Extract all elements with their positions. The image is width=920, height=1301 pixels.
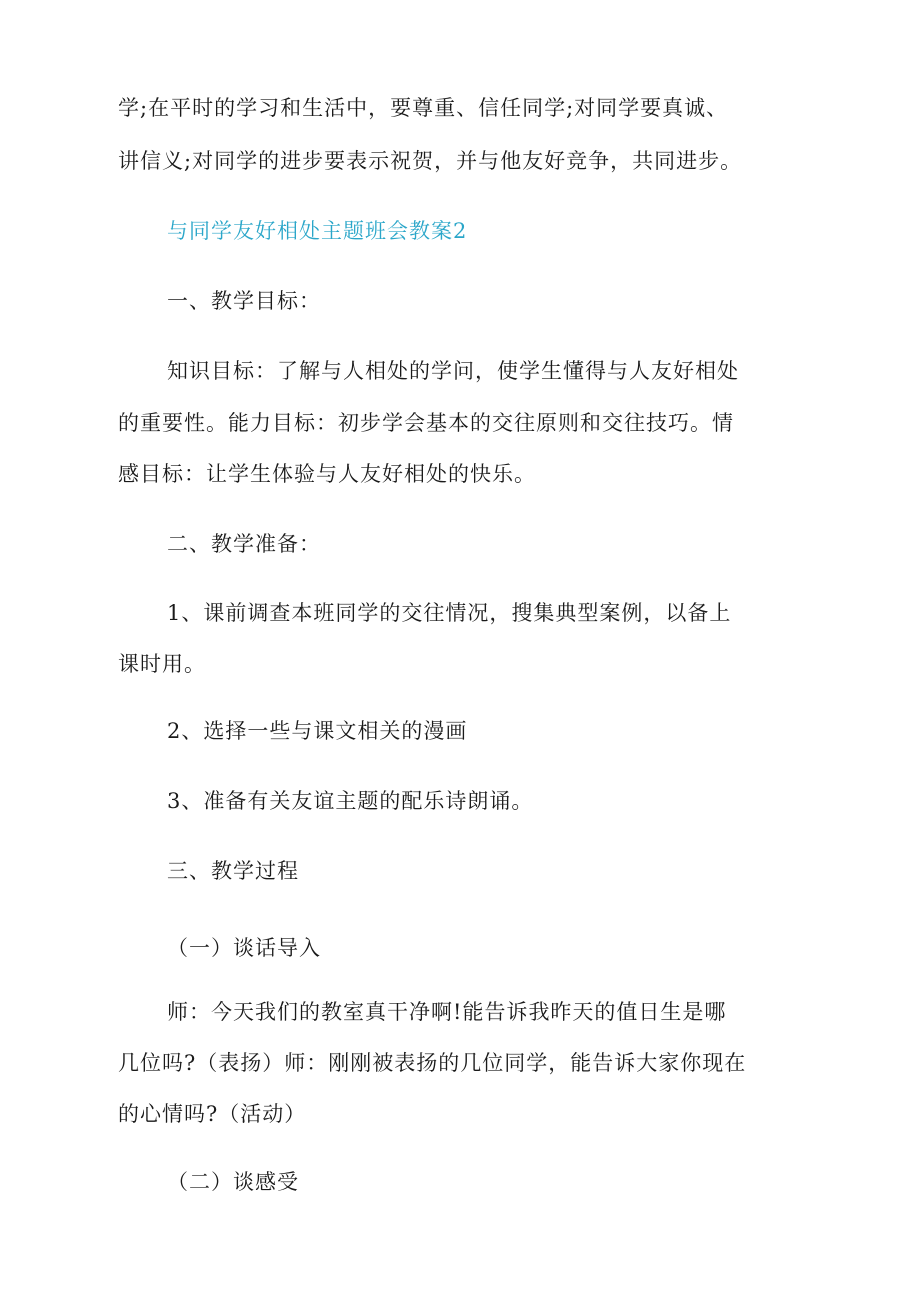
paragraph-line: 讲信义;对同学的进步要表示祝贺，并与他友好竞争，共同进步。 xyxy=(118,149,743,173)
paragraph-line: 的重要性。能力目标：初步学会基本的交往原则和交往技巧。情 xyxy=(118,411,734,435)
paragraph-line: 学;在平时的学习和生活中，要尊重、信任同学;对同学要真诚、 xyxy=(118,96,729,120)
paragraph-line: 知识目标：了解与人相处的学问，使学生懂得与人友好相处 xyxy=(167,359,739,383)
section-heading: 三、教学过程 xyxy=(167,859,299,883)
paragraph-line: 2、选择一些与课文相关的漫画 xyxy=(167,719,468,743)
paragraph-line: 3、准备有关友谊主题的配乐诗朗诵。 xyxy=(167,789,534,813)
paragraph-line: 几位吗?（表扬）师：刚刚被表扬的几位同学，能告诉大家你现在 xyxy=(118,1051,747,1075)
section-heading: 二、教学准备： xyxy=(167,532,321,556)
section-title: 与同学友好相处主题班会教案2 xyxy=(167,219,468,243)
subsection-heading: （二）谈感受 xyxy=(167,1170,299,1194)
subsection-heading: （一）谈话导入 xyxy=(167,936,321,960)
paragraph-line: 课时用。 xyxy=(118,652,206,676)
paragraph-line: 的心情吗?（活动） xyxy=(118,1102,307,1126)
paragraph-line: 1、课前调查本班同学的交往情况，搜集典型案例，以备上 xyxy=(167,601,732,625)
paragraph-line: 师：今天我们的教室真干净啊!能告诉我昨天的值日生是哪 xyxy=(167,1000,727,1024)
section-heading: 一、教学目标： xyxy=(167,289,321,313)
paragraph-line: 感目标：让学生体验与人友好相处的快乐。 xyxy=(118,462,536,486)
